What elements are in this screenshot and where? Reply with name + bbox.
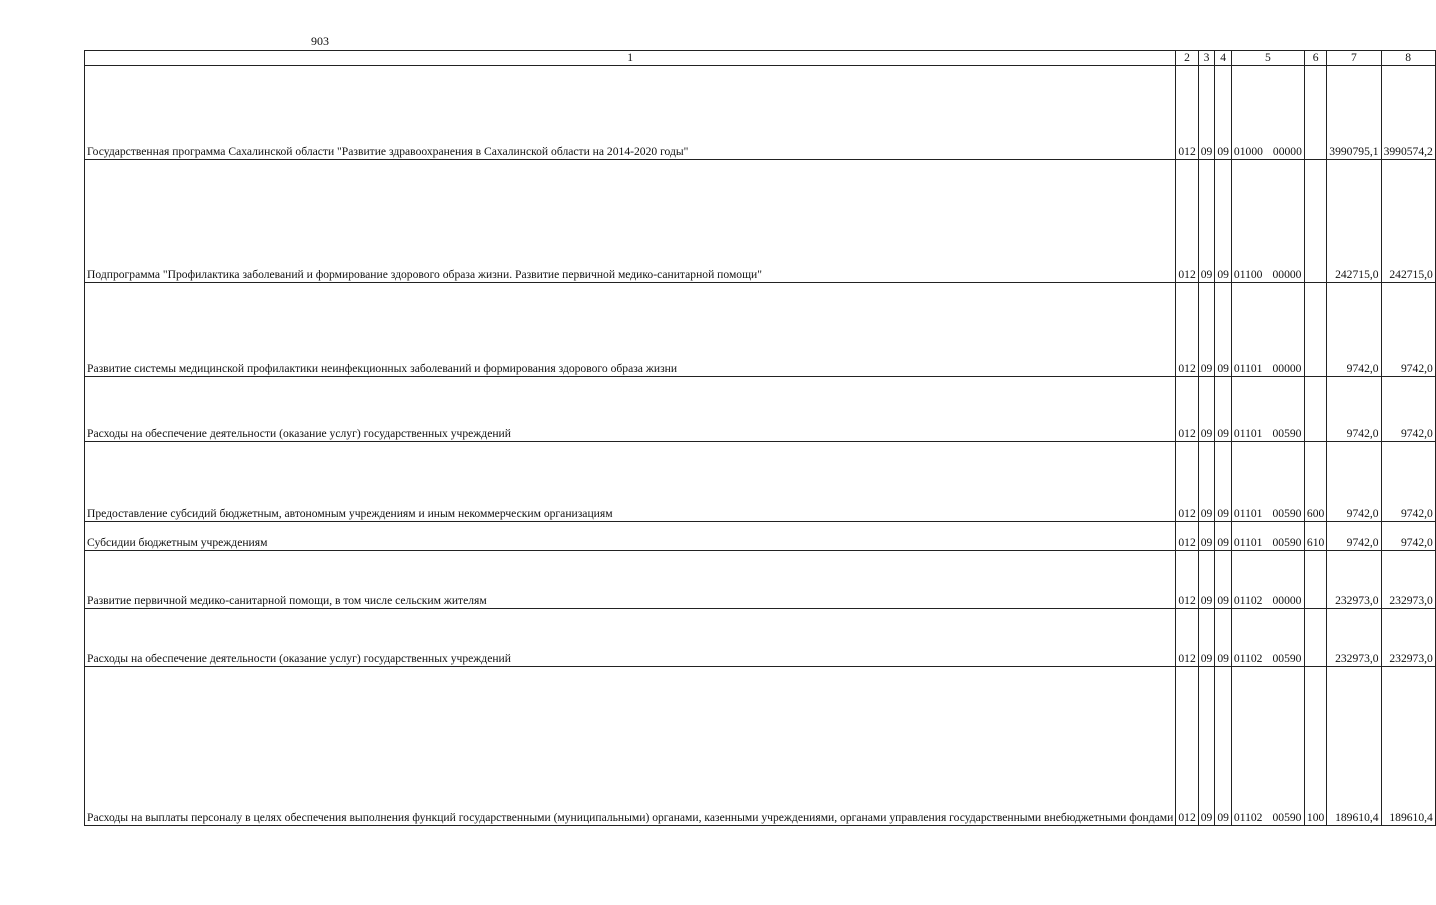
- row-amount-col7: 3990795,1: [1327, 66, 1381, 160]
- row-section-code: 09: [1198, 522, 1215, 551]
- row-section-code: 09: [1198, 551, 1215, 609]
- row-amount-col8: 9742,0: [1381, 522, 1435, 551]
- row-target-code-part1: 01101: [1233, 427, 1263, 440]
- row-subsection-code: 09: [1215, 551, 1232, 609]
- row-ministry-code: 012: [1176, 442, 1198, 522]
- row-target-code-part2: 00000: [1272, 145, 1302, 158]
- row-target-code-part1: 01101: [1233, 536, 1263, 549]
- row-name: Развитие первичной медико-санитарной помощи, в том числе сельским жителям: [85, 551, 1176, 609]
- page-number: 903: [311, 34, 329, 48]
- row-section-code: 09: [1198, 66, 1215, 160]
- row-ministry-code: 012: [1176, 551, 1198, 609]
- table-header-row: [85, 51, 1436, 66]
- row-section-code: 09: [1198, 442, 1215, 522]
- row-expense-type: [1304, 66, 1326, 160]
- table-row: [85, 522, 1436, 551]
- row-target-code: [1231, 667, 1304, 826]
- row-amount-col7: 9742,0: [1327, 283, 1381, 377]
- row-target-code: [1231, 551, 1304, 609]
- table-row: [85, 442, 1436, 522]
- row-amount-col7: 242715,0: [1327, 160, 1381, 283]
- column-header: 3: [1198, 51, 1215, 66]
- row-amount-col8: 9742,0: [1381, 377, 1435, 442]
- row-amount-col7: 9742,0: [1327, 442, 1381, 522]
- row-subsection-code: 09: [1215, 283, 1232, 377]
- row-target-code-part2: 00590: [1272, 811, 1302, 824]
- row-target-code: [1231, 522, 1304, 551]
- row-target-code: [1231, 160, 1304, 283]
- row-target-code-part1: 01101: [1233, 507, 1263, 520]
- row-ministry-code: 012: [1176, 283, 1198, 377]
- row-target-code: [1231, 442, 1304, 522]
- row-amount-col7: 9742,0: [1327, 377, 1381, 442]
- row-amount-col7: 232973,0: [1327, 551, 1381, 609]
- column-header: 5: [1231, 51, 1304, 66]
- row-section-code: 09: [1198, 609, 1215, 667]
- column-header: 7: [1327, 51, 1381, 66]
- row-name: Субсидии бюджетным учреждениям: [85, 522, 1176, 551]
- row-amount-col8: 232973,0: [1381, 609, 1435, 667]
- row-subsection-code: 09: [1215, 377, 1232, 442]
- row-target-code-part2: 00000: [1272, 362, 1302, 375]
- row-ministry-code: 012: [1176, 609, 1198, 667]
- table-row: [85, 551, 1436, 609]
- column-header: 2: [1176, 51, 1198, 66]
- row-target-code: [1231, 609, 1304, 667]
- row-subsection-code: 09: [1215, 609, 1232, 667]
- row-expense-type: [1304, 283, 1326, 377]
- row-target-code-part1: 01101: [1233, 362, 1263, 375]
- budget-table: [84, 50, 1436, 826]
- row-amount-col7: 189610,4: [1327, 667, 1381, 826]
- row-target-code: [1231, 66, 1304, 160]
- column-header: 8: [1381, 51, 1435, 66]
- row-target-code-part2: 00000: [1272, 594, 1302, 607]
- row-amount-col8: 232973,0: [1381, 551, 1435, 609]
- row-target-code-part2: 00590: [1272, 507, 1302, 520]
- row-target-code: [1231, 377, 1304, 442]
- row-expense-type: [1304, 160, 1326, 283]
- row-target-code-part1: 01100: [1233, 268, 1263, 281]
- row-amount-col8: 3990574,2: [1381, 66, 1435, 160]
- row-expense-type: 600: [1304, 442, 1326, 522]
- table-row: [85, 667, 1436, 826]
- row-subsection-code: 09: [1215, 522, 1232, 551]
- row-target-code-part1: 01000: [1233, 145, 1263, 158]
- row-target-code-part2: 00000: [1272, 268, 1302, 281]
- row-name: Развитие системы медицинской профилактики неинфекционных заболеваний и формирования здорового образа жизни: [85, 283, 1176, 377]
- table-row: [85, 160, 1436, 283]
- row-target-code-part2: 00590: [1272, 427, 1302, 440]
- row-expense-type: 100: [1304, 667, 1326, 826]
- row-amount-col7: 232973,0: [1327, 609, 1381, 667]
- table-row: [85, 66, 1436, 160]
- row-section-code: 09: [1198, 667, 1215, 826]
- row-name: Подпрограмма "Профилактика заболеваний и формирование здорового образа жизни. Развитие первичной медико-санитарной помощи": [85, 160, 1176, 283]
- column-header: 4: [1215, 51, 1232, 66]
- row-ministry-code: 012: [1176, 160, 1198, 283]
- row-section-code: 09: [1198, 377, 1215, 442]
- row-amount-col8: 189610,4: [1381, 667, 1435, 826]
- row-ministry-code: 012: [1176, 667, 1198, 826]
- table-row: [85, 377, 1436, 442]
- row-expense-type: 610: [1304, 522, 1326, 551]
- row-target-code-part1: 01102: [1233, 652, 1263, 665]
- row-expense-type: [1304, 609, 1326, 667]
- table-row: [85, 609, 1436, 667]
- row-name: Государственная программа Сахалинской области "Развитие здравоохранения в Сахалинской области на 2014-2020 годы": [85, 66, 1176, 160]
- row-target-code-part2: 00590: [1272, 652, 1302, 665]
- row-expense-type: [1304, 551, 1326, 609]
- table-row: [85, 283, 1436, 377]
- row-ministry-code: 012: [1176, 66, 1198, 160]
- row-amount-col7: 9742,0: [1327, 522, 1381, 551]
- row-section-code: 09: [1198, 283, 1215, 377]
- row-subsection-code: 09: [1215, 66, 1232, 160]
- row-target-code-part1: 01102: [1233, 594, 1263, 607]
- row-subsection-code: 09: [1215, 667, 1232, 826]
- row-amount-col8: 9742,0: [1381, 283, 1435, 377]
- row-name: Расходы на выплаты персоналу в целях обеспечения выполнения функций государственными (муниципальными) органами, казенными учреждениями, органами управления государственными внебюджетными фондами: [85, 667, 1176, 826]
- row-expense-type: [1304, 377, 1326, 442]
- row-subsection-code: 09: [1215, 160, 1232, 283]
- column-header: 1: [85, 51, 1176, 66]
- row-target-code-part1: 01102: [1233, 811, 1263, 824]
- row-target-code-part2: 00590: [1272, 536, 1302, 549]
- row-name: Предоставление субсидий бюджетным, автономным учреждениям и иным некоммерческим организациям: [85, 442, 1176, 522]
- row-ministry-code: 012: [1176, 377, 1198, 442]
- row-amount-col8: 242715,0: [1381, 160, 1435, 283]
- row-amount-col8: 9742,0: [1381, 442, 1435, 522]
- column-header: 6: [1304, 51, 1326, 66]
- row-section-code: 09: [1198, 160, 1215, 283]
- row-subsection-code: 09: [1215, 442, 1232, 522]
- row-target-code: [1231, 283, 1304, 377]
- row-name: Расходы на обеспечение деятельности (оказание услуг) государственных учреждений: [85, 609, 1176, 667]
- row-ministry-code: 012: [1176, 522, 1198, 551]
- row-name: Расходы на обеспечение деятельности (оказание услуг) государственных учреждений: [85, 377, 1176, 442]
